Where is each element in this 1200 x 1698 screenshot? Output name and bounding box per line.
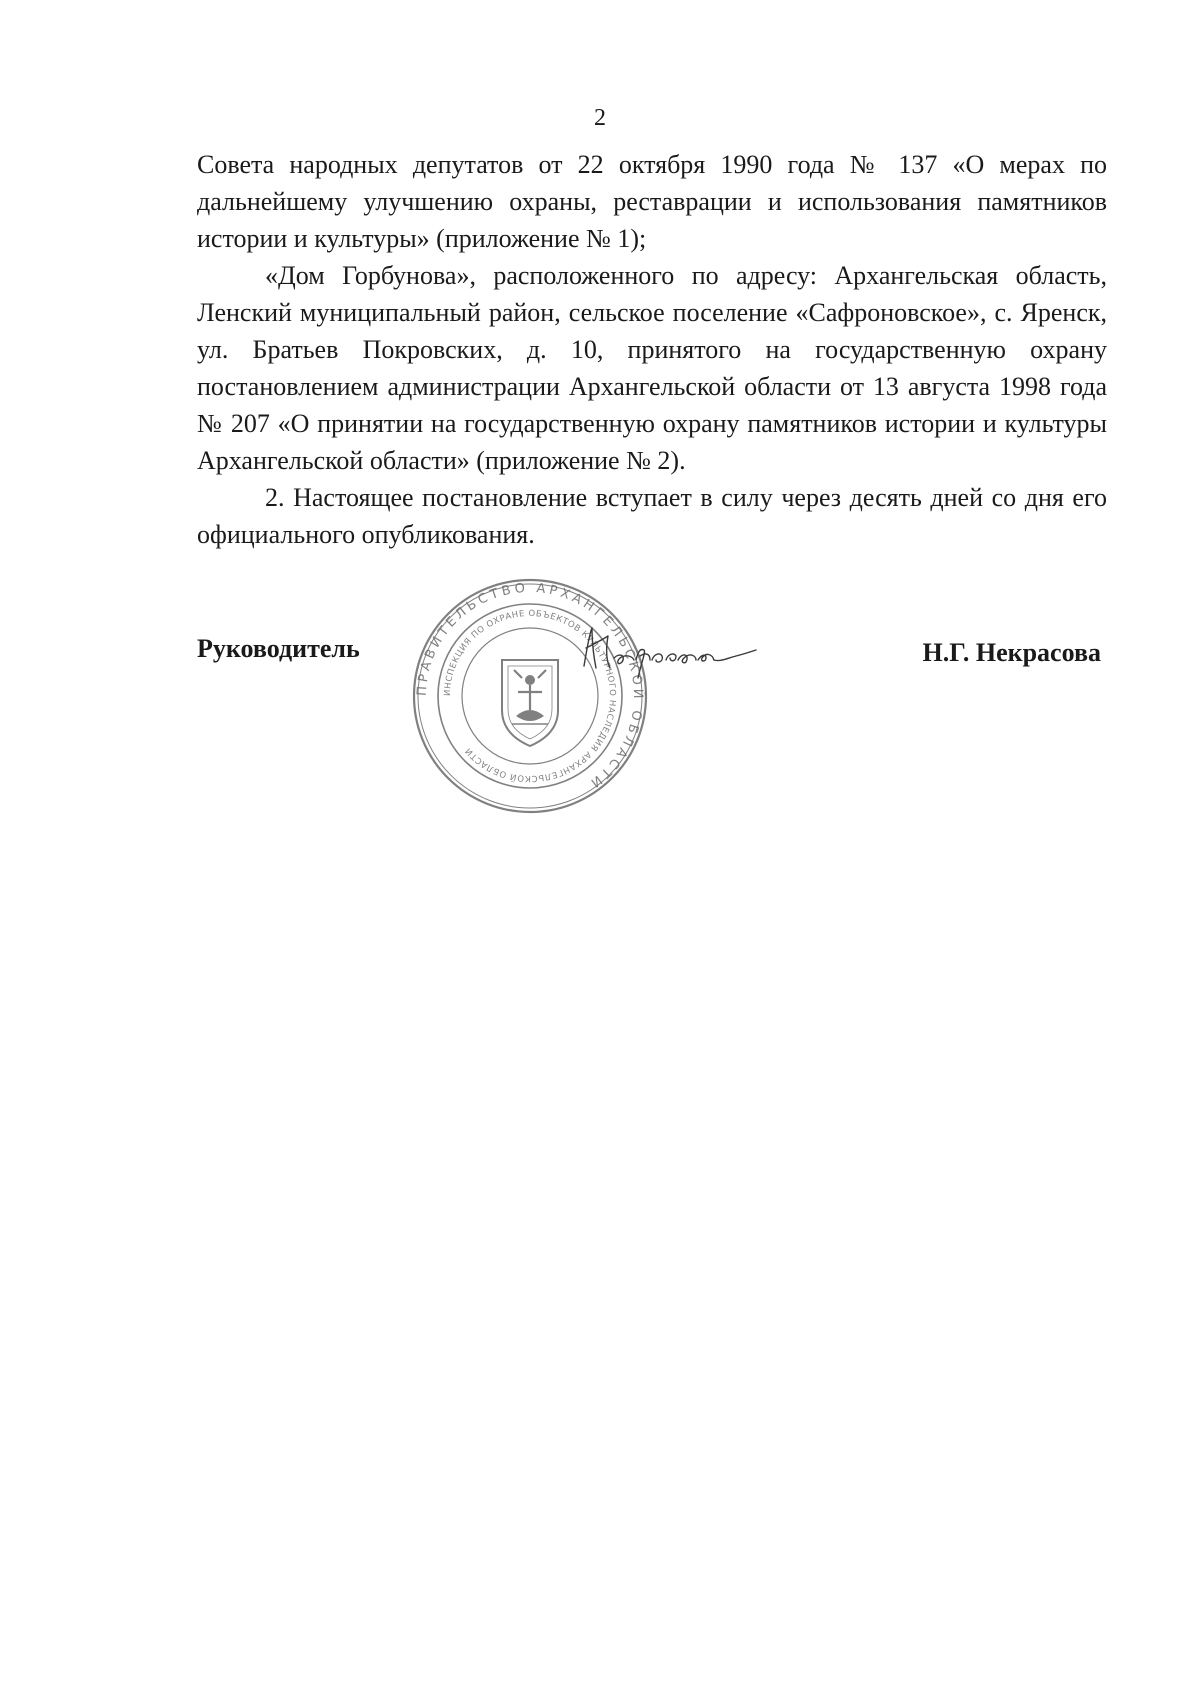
signatory-name: Н.Г. Некрасова [922,638,1101,667]
handwritten-signature [580,622,760,682]
page-number: 2 [594,105,606,131]
paragraph-continuation: Совета народных депутатов от 22 октября 1990 года № 137 «О мерах по дальнейшему улучшению охраны, реставрации и использования памятников истории и культуры» (приложение № 1); [197,150,1107,253]
coat-of-arms-icon [502,660,558,746]
paragraph-gorbunov-house: «Дом Горбунова», расположенного по адресу: Архангельская область, Ленский муниципальный район, сельское поселение «Сафроновское», с. Яренск, ул. Братьев Покровских, д. 10, принятого на государственную охрану постановлением администрации Архангельской области от 13 августа 1998 года № 207 «О принятии на государственную охрану памятников истории и культуры Архангельской области» (приложение № 2). [197,261,1107,475]
stamp-inner-text: ИНСПЕКЦИЯ ПО ОХРАНЕ ОБЪЕКТОВ КУЛЬТУРНОГО НАСЛЕДИЯ АРХАНГЕЛЬСКОЙ ОБЛАСТИ [442,608,618,784]
stamp-outer-text: ПРАВИТЕЛЬСТВО АРХАНГЕЛЬСКОЙ ОБЛАСТИ [414,580,646,792]
paragraph-effective-date: 2. Настоящее постановление вступает в силу через десять дней со дня его официального опубликования. [197,483,1107,549]
signatory-title: Руководитель [197,634,360,663]
document-body [197,146,1107,553]
official-seal-stamp [410,576,650,816]
